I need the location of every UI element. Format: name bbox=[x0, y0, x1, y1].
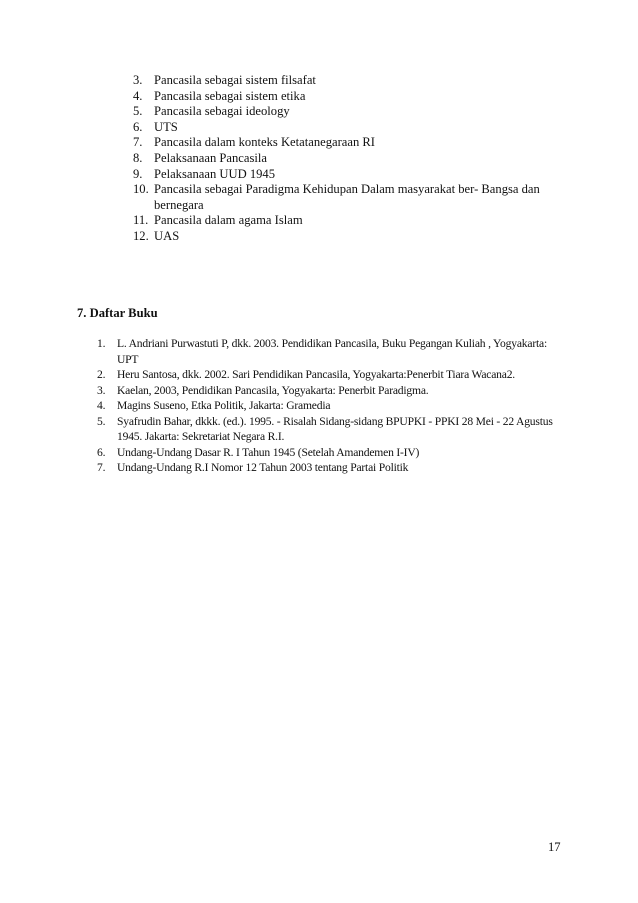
item-text: Pelaksanaan UUD 1945 bbox=[154, 166, 276, 181]
list-item bbox=[133, 89, 563, 105]
item-text: Pancasila dalam konteks Ketatanegaraan RI bbox=[154, 135, 375, 150]
item-number: 1. bbox=[97, 337, 106, 350]
item-number: 2. bbox=[97, 368, 106, 381]
page-number: 17 bbox=[548, 840, 561, 854]
item-number: 3. bbox=[133, 73, 143, 87]
item-text: UTS bbox=[154, 119, 178, 134]
item-number: 4. bbox=[133, 88, 143, 103]
list-item bbox=[133, 135, 563, 151]
list-item bbox=[133, 104, 563, 120]
list-item bbox=[97, 398, 567, 414]
item-text: Undang-Undang R.I Nomor 12 Tahun 2003 tentang Partai Politik bbox=[117, 461, 409, 474]
item-text: Heru Santosa, dkk. 2002. Sari Pendidikan Pancasila, Yogyakarta:Penerbit Tiara Wacana2. bbox=[117, 368, 515, 381]
item-number: 8. bbox=[133, 150, 143, 165]
topic-list bbox=[133, 73, 563, 245]
list-item bbox=[133, 213, 563, 229]
item-text: Pelaksanaan Pancasila bbox=[154, 150, 267, 165]
list-item bbox=[133, 182, 563, 213]
item-text: L. Andriani Purwastuti P, dkk. 2003. Pendidikan Pancasila, Buku Pegangan Kuliah , Yogyakarta: UPT bbox=[117, 337, 547, 366]
item-number: 6. bbox=[97, 445, 106, 459]
item-number: 12. bbox=[133, 228, 149, 243]
item-number: 5. bbox=[133, 104, 143, 119]
item-text: Pancasila sebagai Paradigma Kehidupan Dalam masyarakat ber- Bangsa dan bernegara bbox=[154, 182, 540, 212]
item-number: 7. bbox=[133, 135, 143, 150]
item-number: 7. bbox=[97, 461, 106, 474]
list-item bbox=[97, 445, 567, 461]
item-text: Pancasila sebagai ideology bbox=[154, 104, 290, 119]
item-number: 4. bbox=[97, 399, 106, 412]
item-text: Syafrudin Bahar, dkkk. (ed.). 1995. - Risalah Sidang-sidang BPUPKI - PPKI 28 Mei - 22 Agustus 1945. Jakarta: Sekretariat Negara R.I. bbox=[117, 414, 553, 443]
item-text: Pancasila sebagai sistem etika bbox=[154, 88, 306, 103]
list-item bbox=[97, 383, 567, 399]
reference-list bbox=[97, 336, 567, 476]
item-number: 9. bbox=[133, 166, 143, 181]
list-item bbox=[133, 73, 563, 89]
list-item bbox=[97, 336, 567, 367]
item-text: UAS bbox=[154, 228, 180, 243]
item-number: 6. bbox=[133, 119, 143, 134]
item-number: 3. bbox=[97, 383, 106, 397]
list-item bbox=[133, 120, 563, 136]
list-item bbox=[97, 367, 567, 383]
item-text: Pancasila sebagai sistem filsafat bbox=[154, 73, 316, 87]
item-number: 10. bbox=[133, 182, 149, 197]
item-text: Magins Suseno, Etka Politik, Jakarta: Gramedia bbox=[117, 399, 331, 412]
section-heading: 7. Daftar Buku bbox=[77, 306, 158, 320]
item-text: Undang-Undang Dasar R. I Tahun 1945 (Setelah Amandemen I-IV) bbox=[117, 445, 420, 459]
item-number: 11. bbox=[133, 213, 149, 228]
list-item bbox=[97, 414, 567, 445]
list-item bbox=[133, 151, 563, 167]
list-item bbox=[133, 229, 563, 245]
item-number: 5. bbox=[97, 414, 106, 428]
item-text: Kaelan, 2003, Pendidikan Pancasila, Yogyakarta: Penerbit Paradigma. bbox=[117, 383, 429, 397]
list-item bbox=[133, 167, 563, 183]
list-item bbox=[97, 460, 567, 476]
item-text: Pancasila dalam agama Islam bbox=[154, 213, 303, 228]
